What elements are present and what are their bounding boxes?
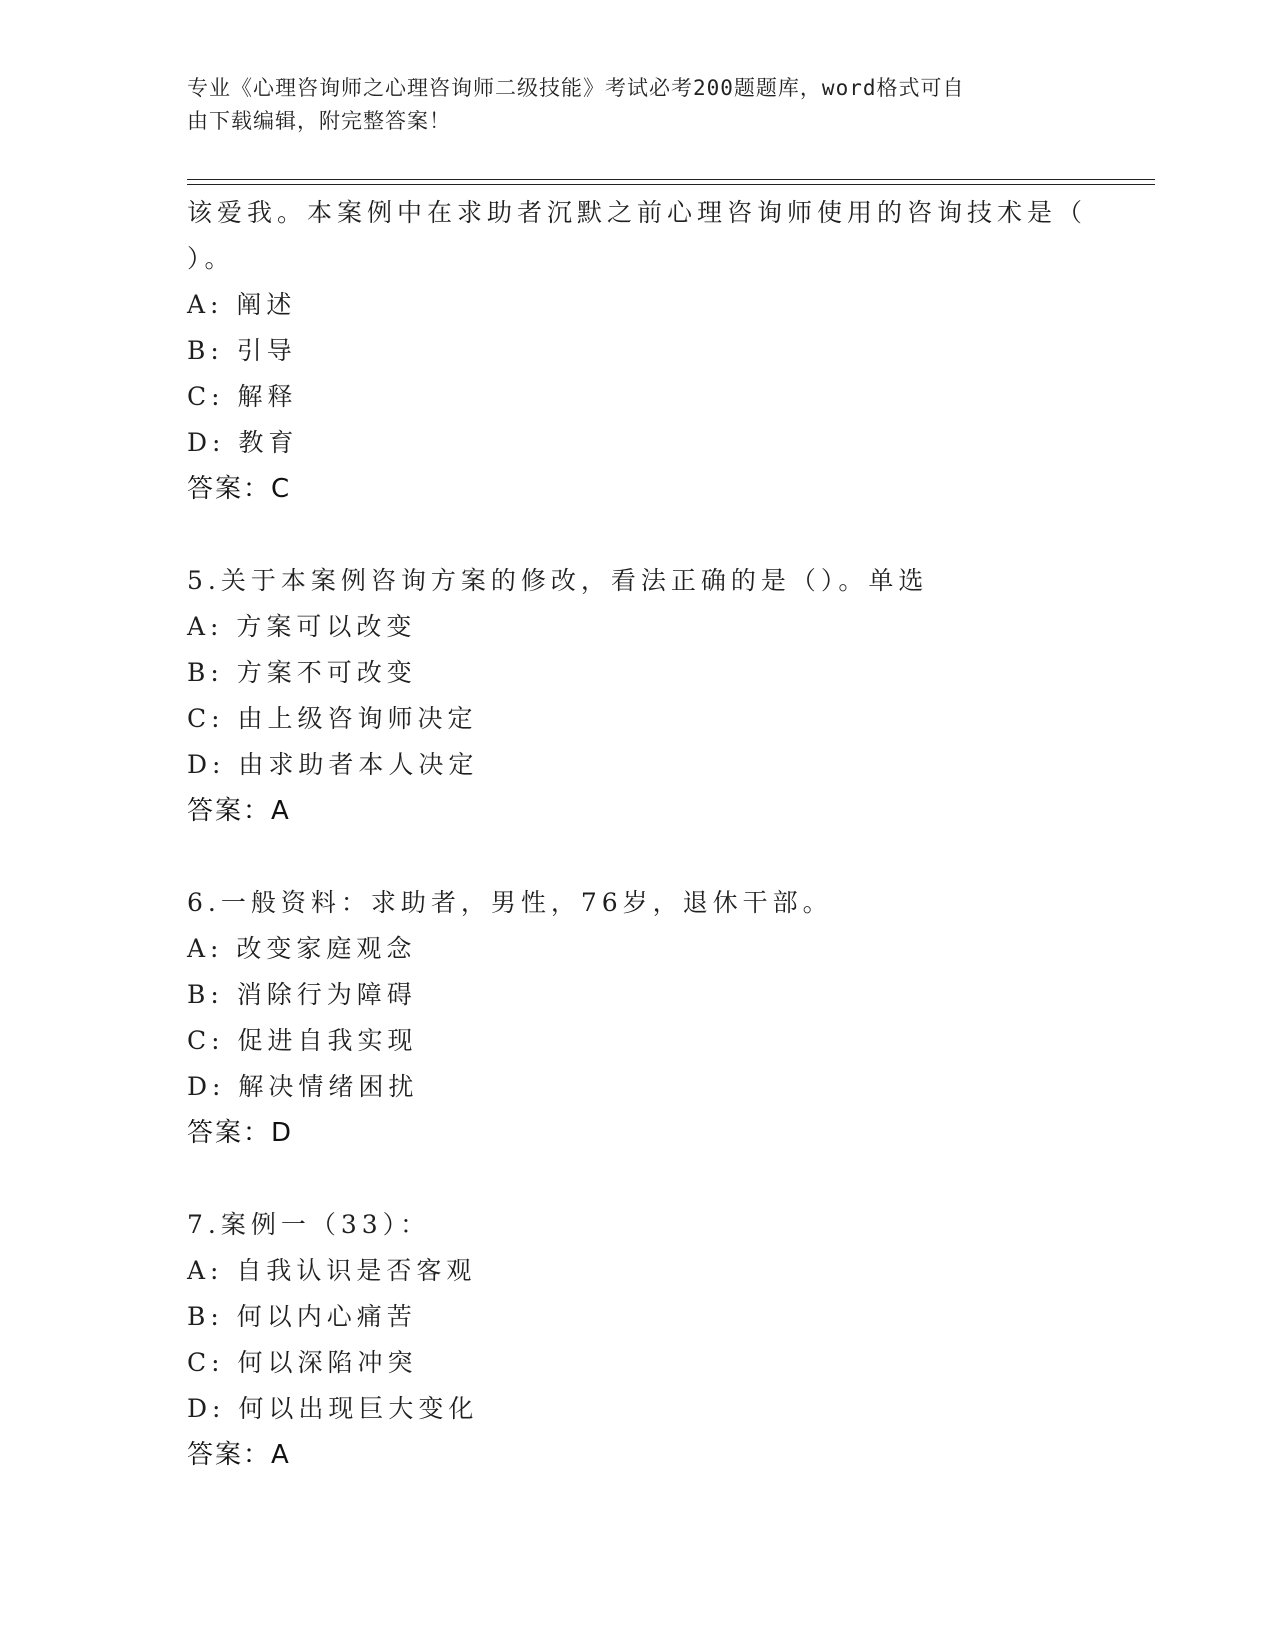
question-7-answer: 答案：A: [187, 1440, 291, 1470]
question-6-option-c: C: 促进自我实现: [187, 1026, 418, 1055]
question-6-option-b: B: 消除行为障碍: [187, 980, 417, 1009]
question-5-option-a: A: 方案可以改变: [187, 612, 417, 641]
question-7-option-c: C: 何以深陷冲突: [187, 1348, 418, 1377]
question-6-option-a: A: 改变家庭观念: [187, 934, 417, 963]
question-4-option-a: A: 阐述: [187, 290, 297, 319]
question-4-option-d: D: 教育: [187, 428, 299, 457]
question-7-option-b: B: 何以内心痛苦: [187, 1302, 417, 1331]
question-6-option-d: D: 解决情绪困扰: [187, 1072, 419, 1101]
question-5-option-d: D: 由求助者本人决定: [187, 750, 479, 779]
question-5-stem: 5.关于本案例咨询方案的修改，看法正确的是（）。单选: [187, 566, 929, 595]
question-7-option-d: D: 何以出现巨大变化: [187, 1394, 479, 1423]
spacer: [187, 834, 1087, 880]
document-header: [187, 72, 1067, 138]
question-5-option-c: C: 由上级咨询师决定: [187, 704, 478, 733]
question-4-answer: 答案：C: [187, 474, 292, 504]
question-4-stem-line-2: ）。: [187, 244, 235, 273]
header-rule-top: [187, 179, 1155, 180]
header-line-1: 专业《心理咨询师之心理咨询师二级技能》考试必考200题题库，word格式可自: [187, 76, 965, 100]
question-list: [187, 190, 1087, 1478]
spacer: [187, 512, 1087, 558]
question-4-stem-line-1: 该爱我。本案例中在求助者沉默之前心理咨询师使用的咨询技术是（: [187, 198, 1088, 227]
question-6-stem: 6.一般资料：求助者，男性，76岁，退休干部。: [187, 888, 833, 917]
header-rule-bottom: [187, 184, 1155, 185]
question-7-option-a: A: 自我认识是否客观: [187, 1256, 477, 1285]
header-line-2: 由下载编辑，附完整答案！: [187, 109, 451, 133]
question-4-option-c: C: 解释: [187, 382, 298, 411]
question-6-answer: 答案：D: [187, 1118, 294, 1148]
spacer: [187, 1156, 1087, 1202]
question-5-option-b: B: 方案不可改变: [187, 658, 417, 687]
question-4-option-b: B: 引导: [187, 336, 297, 365]
question-7-stem: 7.案例一（33）：: [187, 1210, 431, 1239]
question-5-answer: 答案：A: [187, 796, 291, 826]
